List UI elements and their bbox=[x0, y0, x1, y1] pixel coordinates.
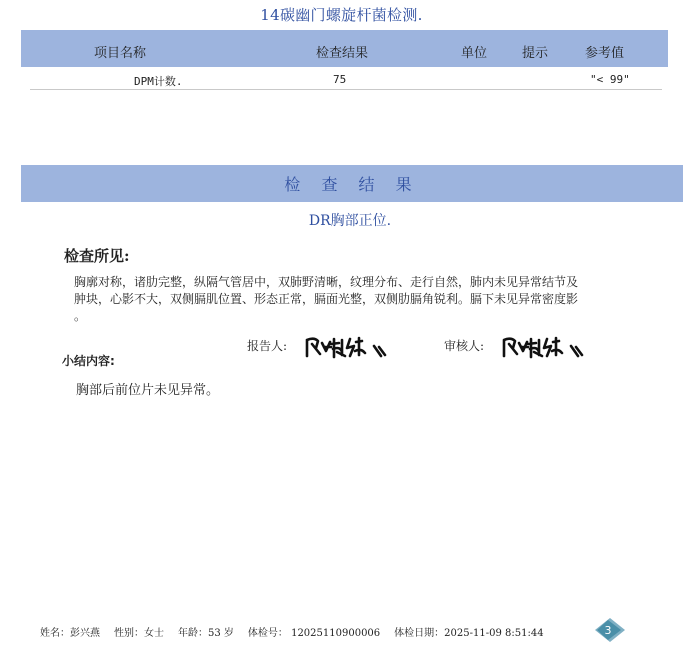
row-item-result: 75 bbox=[333, 73, 347, 86]
col-header-result: 检查结果 bbox=[316, 46, 369, 61]
result-section-label: 检 查 结 果 bbox=[284, 175, 420, 194]
col-header-reference: 参考值 bbox=[585, 46, 625, 61]
patient-age: 年龄：53 岁 bbox=[178, 628, 234, 639]
reporter-signature bbox=[304, 334, 392, 360]
row-item-name: DPM计数. bbox=[134, 75, 183, 88]
patient-gender: 性别：女士 bbox=[114, 628, 164, 639]
summary-heading: 小结内容: bbox=[62, 354, 115, 368]
page-number-badge bbox=[594, 617, 626, 643]
findings-heading: 检查所见: bbox=[64, 247, 130, 265]
result-section-band bbox=[21, 165, 683, 202]
patient-name: 姓名：彭兴燕 bbox=[40, 628, 100, 639]
exam-date: 体检日期：2025-11-09 8:51:44 bbox=[394, 628, 544, 639]
col-header-unit: 单位 bbox=[461, 46, 488, 61]
row-divider bbox=[30, 89, 662, 90]
patient-footer bbox=[40, 624, 558, 639]
reporter-label: 报告人: bbox=[247, 339, 288, 353]
row-item-reference: "< 99" bbox=[590, 73, 630, 86]
col-header-name: 项目名称 bbox=[94, 46, 147, 61]
test-title: 14碳幽门螺旋杆菌检测. bbox=[260, 6, 423, 24]
col-header-hint: 提示 bbox=[522, 46, 549, 61]
exam-title: DR胸部正位. bbox=[308, 213, 392, 229]
summary-text: 胸部后前位片未见异常。 bbox=[76, 383, 220, 398]
findings-line: 肿块，心影不大，双侧膈肌位置、形态正常，膈面光整，双侧肋膈角锐利。膈下未见异常密度影 bbox=[74, 292, 579, 306]
findings-text bbox=[74, 274, 636, 325]
findings-line: 。 bbox=[74, 309, 87, 323]
reviewer-label: 审核人: bbox=[444, 339, 485, 353]
page-number: 3 bbox=[604, 624, 612, 637]
findings-line: 胸廓对称，诸肋完整，纵隔气管居中，双肺野清晰，纹理分布、走行自然，肺内未见异常结节及 bbox=[74, 275, 579, 289]
reviewer-signature bbox=[501, 334, 589, 360]
exam-number: 体检号： 12025110900006 bbox=[247, 628, 381, 639]
